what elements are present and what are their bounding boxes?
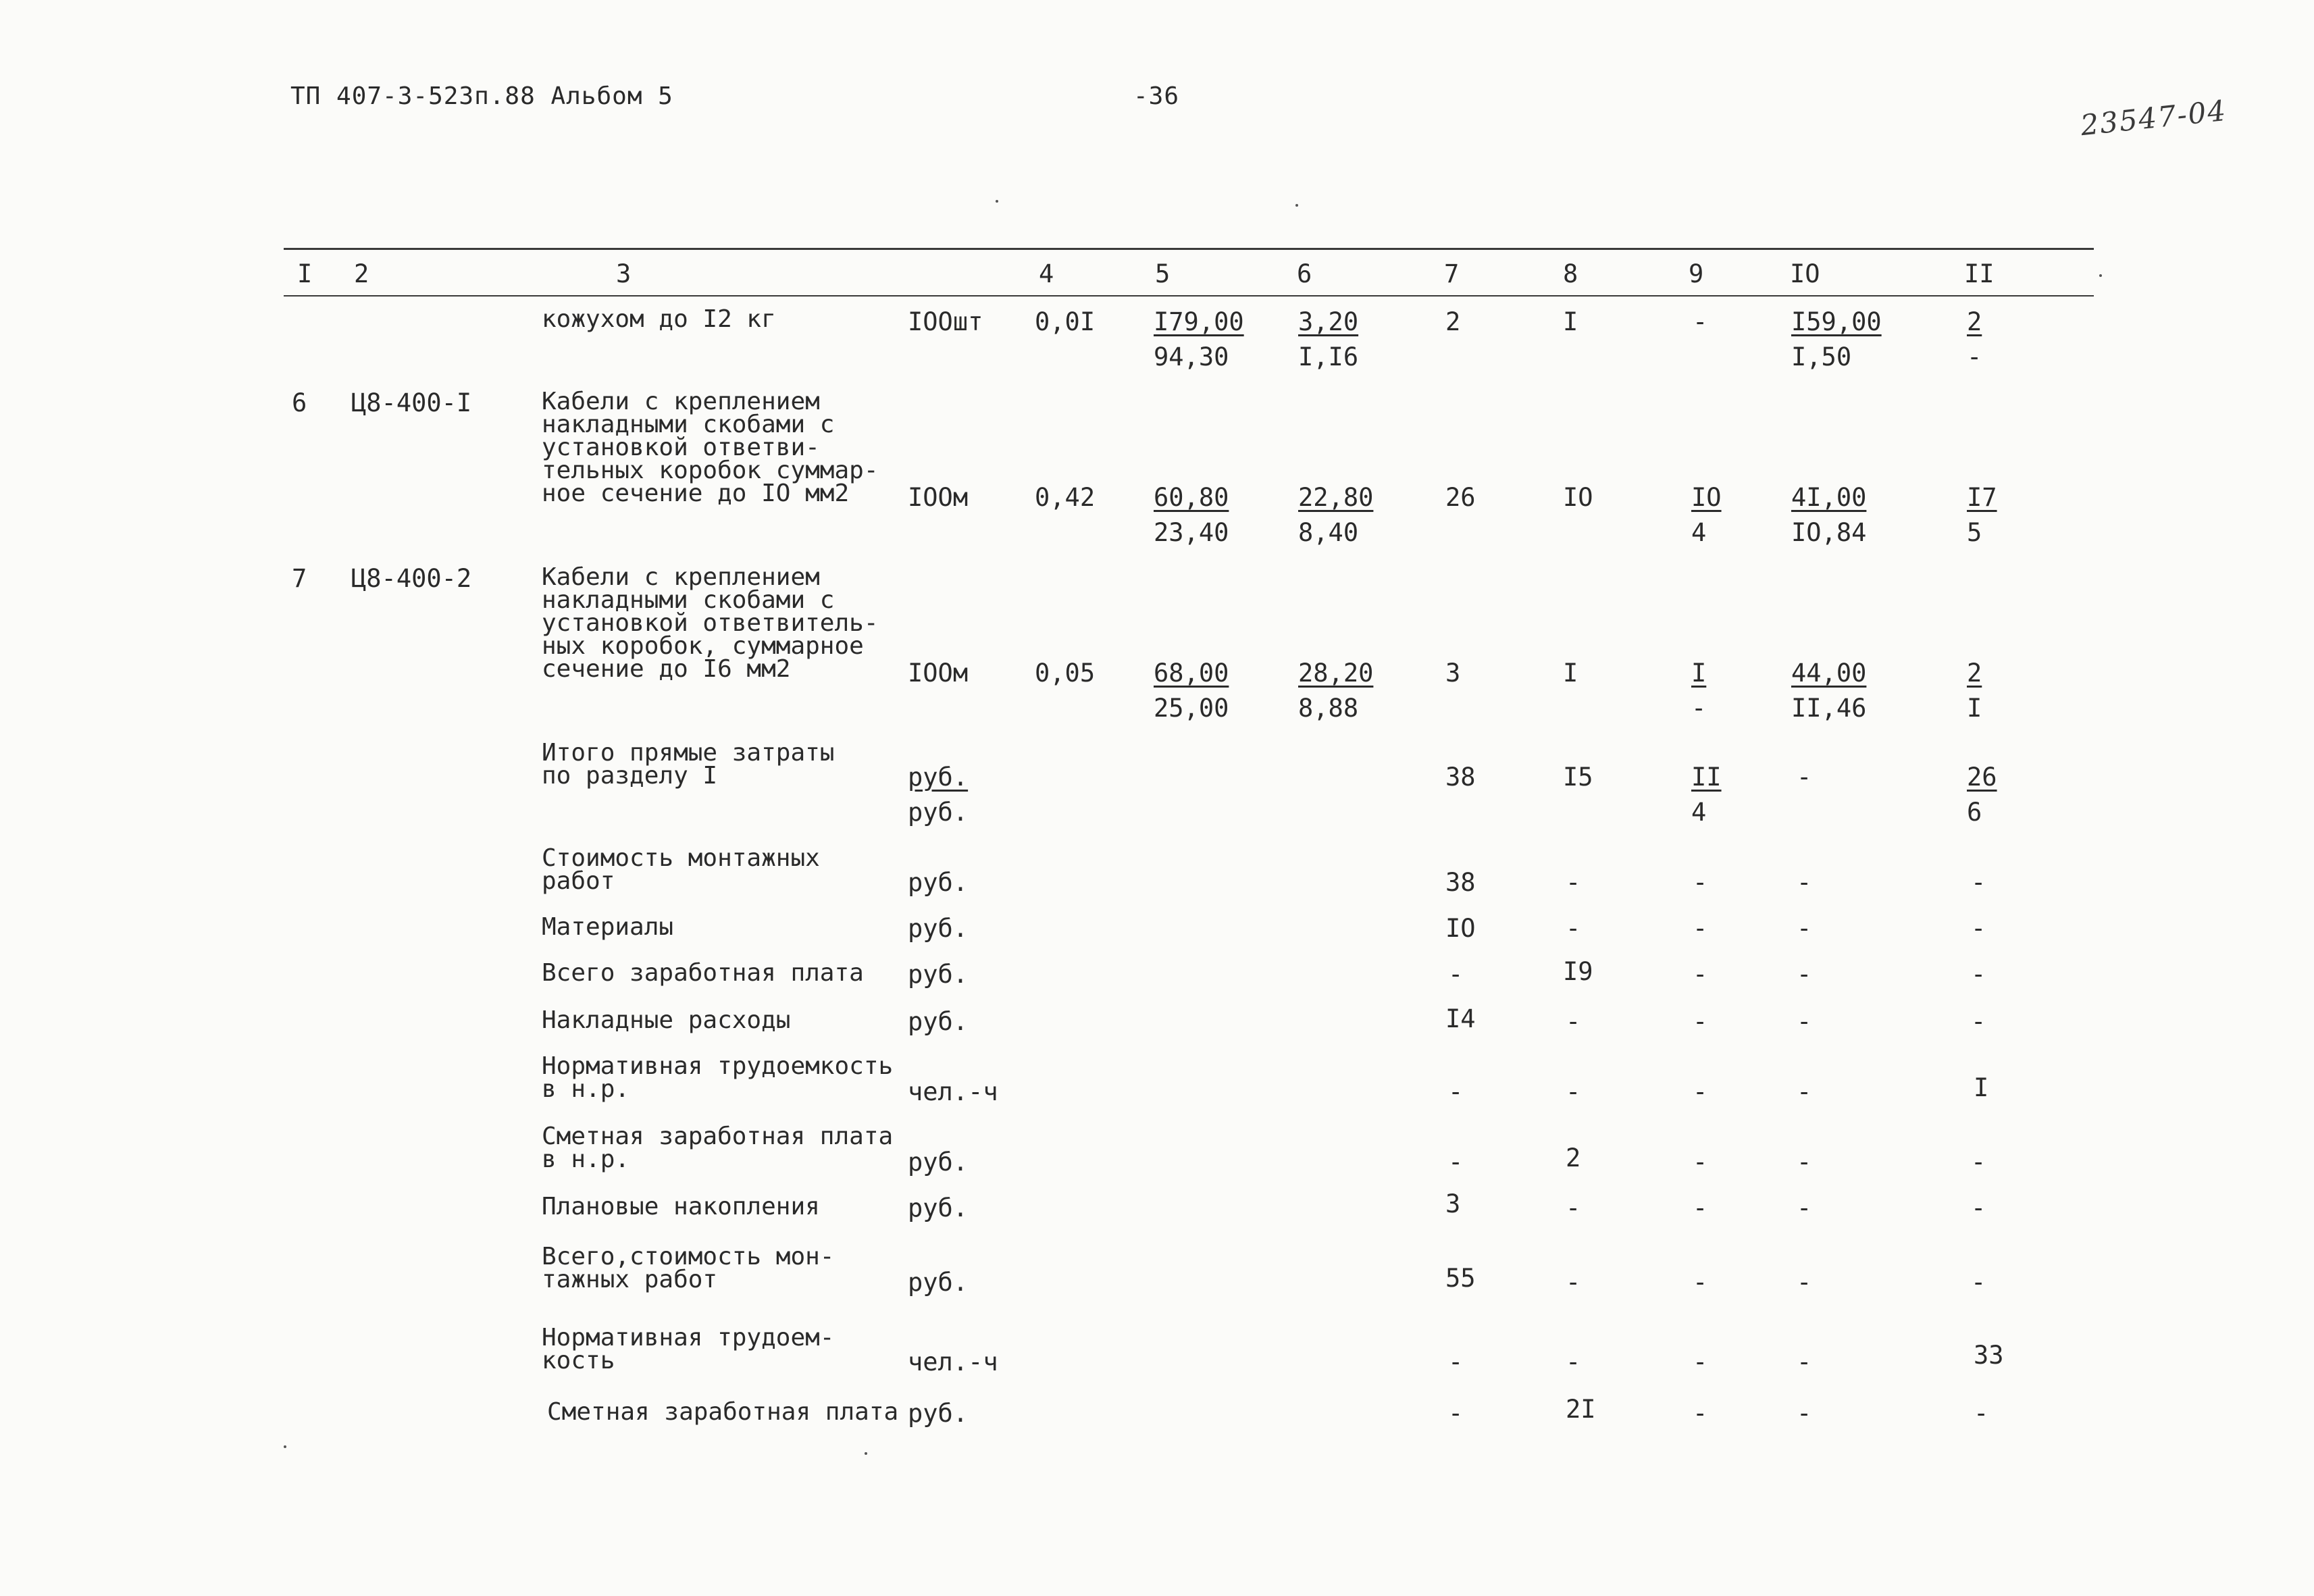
item-unit: IOOшт <box>908 307 983 336</box>
scan-speck <box>865 1452 867 1455</box>
unit-machine-wage: I,I6 <box>1298 342 1359 371</box>
summary-col7: - <box>1448 1347 1464 1376</box>
column-header-8: 8 <box>1563 259 1578 288</box>
total-wage: IO <box>1563 483 1593 512</box>
summary-col10: - <box>1797 960 1812 989</box>
total-wage: I <box>1563 659 1578 688</box>
total-machine: - <box>1693 307 1708 336</box>
summary-unit: руб. <box>908 1148 969 1177</box>
summary-col11: - <box>1971 960 1986 989</box>
summary-col7: I4 <box>1445 1004 1476 1033</box>
column-header-11: II <box>1964 259 1995 288</box>
document-code: ТП 407-3-523п.88 Альбом 5 <box>290 82 673 110</box>
unit-cost-total: 68,00 <box>1154 659 1229 688</box>
total-labor-wage: 5 <box>1967 518 1982 547</box>
item-code: Ц8-400-2 <box>351 564 472 593</box>
column-header-2: 2 <box>354 259 369 288</box>
summary-label: Накладные расходы <box>542 1006 791 1034</box>
summary-col7: 38 <box>1445 868 1476 897</box>
summary-col8: - <box>1566 1268 1581 1297</box>
unit-cost-wage: 94,30 <box>1154 342 1229 371</box>
summary-col11: - <box>1971 1148 1986 1177</box>
summary-col9: - <box>1693 1347 1708 1376</box>
summary-col7: IO <box>1445 914 1476 943</box>
summary-col9-secondary: 4 <box>1691 798 1707 827</box>
unit-cost-wage: 23,40 <box>1154 518 1229 547</box>
summary-col8: I5 <box>1563 763 1593 792</box>
total-labor-wage: I <box>1967 694 1982 723</box>
summary-col8: - <box>1566 1347 1581 1376</box>
summary-col9: - <box>1693 868 1708 897</box>
summary-col10: - <box>1797 1347 1812 1376</box>
column-header-10: IO <box>1790 259 1820 288</box>
summary-label: Материалы <box>542 913 674 941</box>
item-quantity: 0,05 <box>1035 659 1096 688</box>
summary-label: Нормативная трудоемкость в н.р. <box>542 1052 894 1103</box>
scan-speck <box>996 200 998 203</box>
summary-col7: - <box>1448 1077 1464 1106</box>
summary-col11: 33 <box>1974 1341 2004 1370</box>
total-machine-wage: - <box>1691 694 1707 723</box>
summary-col9: - <box>1693 1193 1708 1222</box>
summary-col8: 2I <box>1566 1395 1596 1424</box>
item-number: 6 <box>292 388 307 417</box>
item-quantity: 0,0I <box>1035 307 1096 336</box>
column-header-7: 7 <box>1444 259 1460 288</box>
summary-unit: руб. <box>908 1007 969 1036</box>
item-description: кожухом до I2 кг <box>542 305 776 333</box>
unit-labor: II,46 <box>1791 694 1867 723</box>
column-header-3: 3 <box>616 259 632 288</box>
summary-col10: - <box>1797 914 1812 943</box>
total-labor-wage: - <box>1967 342 1982 371</box>
unit-labor: IO,84 <box>1791 518 1867 547</box>
summary-col10: - <box>1797 1399 1812 1428</box>
total-labor: 2 <box>1967 307 1982 336</box>
total-cost: 2 <box>1445 307 1461 336</box>
summary-col11: - <box>1974 1399 1989 1428</box>
summary-col11: - <box>1971 1268 1986 1297</box>
summary-col9: II <box>1691 763 1722 792</box>
summary-label: Всего заработная плата <box>542 959 864 987</box>
unit-materials: I59,00 <box>1791 307 1882 336</box>
summary-unit-secondary: руб. <box>908 798 969 827</box>
summary-col7: 3 <box>1445 1189 1461 1218</box>
summary-label: Плановые накопления <box>542 1193 820 1220</box>
summary-col8: 2 <box>1566 1143 1581 1173</box>
summary-col7: - <box>1448 1399 1464 1428</box>
summary-col8: - <box>1566 914 1581 943</box>
unit-machine-cost: 28,20 <box>1298 659 1374 688</box>
summary-col9: - <box>1693 1148 1708 1177</box>
unit-machine-wage: 8,88 <box>1298 694 1359 723</box>
item-unit: IOOм <box>908 659 969 688</box>
total-machine-wage: 4 <box>1691 518 1707 547</box>
summary-label: Стоимость монтажных работ <box>542 844 820 895</box>
unit-machine-cost: 3,20 <box>1298 307 1359 336</box>
summary-col7: - <box>1448 960 1464 989</box>
total-machine: I <box>1691 659 1707 688</box>
summary-label: Сметная заработная плата <box>547 1398 899 1426</box>
summary-col9: - <box>1693 1007 1708 1036</box>
table-top-rule <box>284 248 2094 250</box>
summary-col7: 55 <box>1445 1264 1476 1293</box>
summary-unit: руб. <box>908 1193 969 1222</box>
unit-labor: I,50 <box>1791 342 1852 371</box>
item-unit: IOOм <box>908 483 969 512</box>
item-description: Кабели с креплением накладными скобами с установкой ответви- тельных коробок суммар- ное сечение до IO мм2 <box>542 388 879 507</box>
unit-materials: 4I,00 <box>1791 483 1867 512</box>
summary-col8: - <box>1566 1007 1581 1036</box>
column-header-6: 6 <box>1297 259 1312 288</box>
summary-col10: - <box>1797 1148 1812 1177</box>
column-header-9: 9 <box>1689 259 1704 288</box>
summary-label: Всего,стоимость мон- тажных работ <box>542 1243 835 1293</box>
summary-unit: руб. <box>908 1399 969 1428</box>
scan-speck <box>1295 204 1298 207</box>
summary-unit: руб. <box>908 1268 969 1297</box>
summary-col9: - <box>1693 1077 1708 1106</box>
item-code: Ц8-400-I <box>351 388 472 417</box>
summary-unit: руб. <box>908 914 969 943</box>
summary-col11-secondary: 6 <box>1967 798 1982 827</box>
unit-cost-total: 60,80 <box>1154 483 1229 512</box>
summary-col9: - <box>1693 914 1708 943</box>
summary-col10: - <box>1797 1193 1812 1222</box>
summary-col11: I <box>1974 1073 1989 1102</box>
summary-col8: - <box>1566 868 1581 897</box>
summary-unit: руб. <box>908 868 969 897</box>
summary-col9: - <box>1693 1399 1708 1428</box>
unit-machine-cost: 22,80 <box>1298 483 1374 512</box>
summary-col10: - <box>1797 1077 1812 1106</box>
inventory-stamp: 23547-04 <box>2079 93 2229 143</box>
summary-col7: 38 <box>1445 763 1476 792</box>
summary-col8: - <box>1566 1193 1581 1222</box>
column-header-5: 5 <box>1155 259 1171 288</box>
summary-unit: чел.-ч <box>908 1347 998 1376</box>
summary-col10: - <box>1797 1268 1812 1297</box>
summary-col10: - <box>1797 1007 1812 1036</box>
item-number: 7 <box>292 564 307 593</box>
unit-materials: 44,00 <box>1791 659 1867 688</box>
scan-speck <box>2099 274 2102 277</box>
summary-col11: - <box>1971 1007 1986 1036</box>
total-cost: 26 <box>1445 483 1476 512</box>
summary-unit: руб. <box>908 960 969 989</box>
summary-label: Сметная заработная плата в н.р. <box>542 1123 894 1173</box>
summary-col9: - <box>1693 960 1708 989</box>
total-cost: 3 <box>1445 659 1461 688</box>
summary-col7: - <box>1448 1148 1464 1177</box>
scan-speck <box>284 1445 286 1448</box>
total-labor: I7 <box>1967 483 1997 512</box>
summary-col8: - <box>1566 1077 1581 1106</box>
summary-label: Нормативная трудоем- кость <box>542 1324 835 1374</box>
summary-unit: чел.-ч <box>908 1077 998 1106</box>
summary-label: Итого прямые затраты по разделу I <box>542 739 835 790</box>
unit-cost-wage: 25,00 <box>1154 694 1229 723</box>
unit-cost-total: I79,00 <box>1154 307 1244 336</box>
summary-col10: - <box>1797 868 1812 897</box>
item-quantity: 0,42 <box>1035 483 1096 512</box>
summary-col11: 26 <box>1967 763 1997 792</box>
column-header-1: I <box>297 259 313 288</box>
summary-unit: руб. <box>908 763 969 792</box>
total-machine: IO <box>1691 483 1722 512</box>
summary-col10: - <box>1797 763 1812 792</box>
unit-machine-wage: 8,40 <box>1298 518 1359 547</box>
summary-col11: - <box>1971 914 1986 943</box>
item-description: Кабели с креплением накладными скобами с установкой ответвитель- ных коробок, суммарное сечение до I6 мм2 <box>542 563 879 683</box>
summary-col9: - <box>1693 1268 1708 1297</box>
total-labor: 2 <box>1967 659 1982 688</box>
page-number: -36 <box>1133 82 1180 110</box>
summary-col8: I9 <box>1563 957 1593 986</box>
summary-col11: - <box>1971 868 1986 897</box>
header-bottom-rule <box>284 295 2094 297</box>
column-header-4: 4 <box>1039 259 1054 288</box>
summary-col11: - <box>1971 1193 1986 1222</box>
total-wage: I <box>1563 307 1578 336</box>
